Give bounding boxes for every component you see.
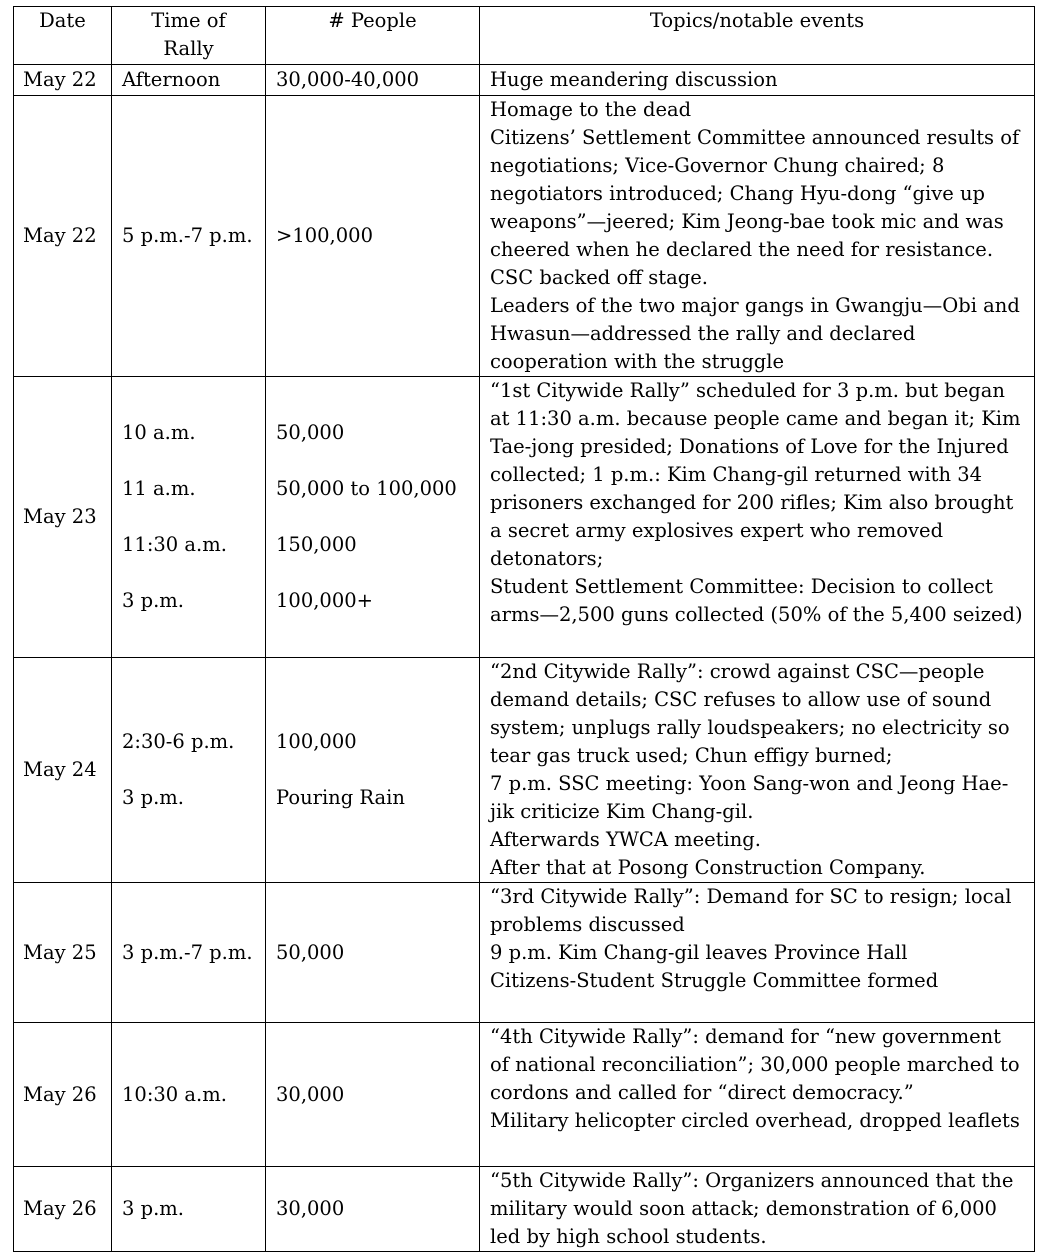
people-entry: 100,000+ [276, 589, 373, 612]
time-cell: 3 p.m. [112, 1167, 266, 1252]
event-line: Homage to the dead [490, 98, 692, 121]
header-time-line2: Rally [163, 37, 214, 60]
time-entry: 11:30 a.m. [122, 533, 227, 556]
topics-cell [480, 1023, 1035, 1167]
time-cell: Afternoon [112, 65, 266, 96]
event-line: “2nd Citywide Rally”: crowd against CSC—people demand details; CSC refuses to allow use of sound system; unplugs rally loudspeakers; no electricity so tear gas truck used; Chun effigy burned; [490, 660, 1010, 767]
header-people [266, 7, 480, 65]
date-cell: May 26 [14, 1167, 112, 1252]
time-entry: 11 a.m. [122, 477, 196, 500]
rally-table [13, 6, 1035, 1252]
event-line: Afterwards YWCA meeting. [490, 828, 761, 851]
event-line: Citizens’ Settlement Committee announced results of negotiations; Vice-Governor Chung chaired; 8 negotiators introduced; Chang Hyu-dong “give up weapons”—jeered; Kim Jeong-bae took mic and was cheered when he declared the need for resistance. CSC backed off stage. [490, 126, 1020, 289]
people-cell: >100,000 [266, 96, 480, 377]
people-cell: 30,000 [266, 1167, 480, 1252]
event-line: “3rd Citywide Rally”: Demand for SC to resign; local problems discussed [490, 885, 1012, 936]
header-time [112, 7, 266, 65]
time-cell [112, 377, 266, 658]
event-line: Leaders of the two major gangs in Gwangju—Obi and Hwasun—addressed the rally and declared cooperation with the struggle [490, 294, 1020, 373]
topics-cell: “5th Citywide Rally”: Organizers announced that the military would soon attack; demonstration of 6,000 led by high school students. [480, 1167, 1035, 1252]
table-row [14, 1023, 1035, 1167]
header-people-label: # People [328, 9, 417, 32]
time-entry: 3 p.m. [122, 589, 184, 612]
time-cell [112, 658, 266, 883]
event-line: After that at Posong Construction Company. [490, 856, 926, 879]
people-entry: 50,000 to 100,000 [276, 477, 457, 500]
event-line: 7 p.m. SSC meeting: Yoon Sang-won and Jeong Hae-jik criticize Kim Chang-gil. [490, 772, 1009, 823]
table-row [14, 1167, 1035, 1252]
people-entry: Pouring Rain [276, 786, 405, 809]
people-cell: 30,000-40,000 [266, 65, 480, 96]
people-cell [266, 658, 480, 883]
people-cell: 30,000 [266, 1023, 480, 1167]
topics-cell [480, 96, 1035, 377]
time-entry: 10 a.m. [122, 421, 196, 444]
people-cell [266, 377, 480, 658]
header-topics-label: Topics/notable events [649, 9, 865, 32]
header-date [14, 7, 112, 65]
time-cell: 10:30 a.m. [112, 1023, 266, 1167]
header-time-line1: Time of [151, 9, 226, 32]
table-row [14, 377, 1035, 658]
topics-cell: Huge meandering discussion [480, 65, 1035, 96]
header-topics [480, 7, 1035, 65]
event-line: “4th Citywide Rally”: demand for “new government of national reconciliation”; 30,000 people marched to cordons and called for “direct democracy.” [490, 1025, 1020, 1104]
date-cell: May 25 [14, 883, 112, 1023]
date-cell: May 22 [14, 96, 112, 377]
time-cell: 3 p.m.-7 p.m. [112, 883, 266, 1023]
time-entry: 2:30-6 p.m. [122, 730, 235, 753]
people-cell: 50,000 [266, 883, 480, 1023]
event-line: Military helicopter circled overhead, dropped leaflets [490, 1109, 1020, 1132]
people-entry: 100,000 [276, 730, 357, 753]
table-row [14, 658, 1035, 883]
header-date-label: Date [39, 9, 86, 32]
topics-cell [480, 883, 1035, 1023]
event-line: “1st Citywide Rally” scheduled for 3 p.m. but began at 11:30 a.m. because people came and began it; Kim Tae-jong presided; Donations of Love for the Injured collected; 1 p.m.: Kim Chang-gil returned with 34 prisoners exchanged for 200 rifles; Kim also brought a secret army explosives expert who removed detonators; [490, 379, 1021, 570]
people-entry: 150,000 [276, 533, 357, 556]
date-cell: May 23 [14, 377, 112, 658]
event-line: 9 p.m. Kim Chang-gil leaves Province Hall [490, 941, 908, 964]
date-cell: May 22 [14, 65, 112, 96]
time-cell: 5 p.m.-7 p.m. [112, 96, 266, 377]
header-row [14, 7, 1035, 65]
people-entry: 50,000 [276, 421, 345, 444]
date-cell: May 26 [14, 1023, 112, 1167]
table-row [14, 96, 1035, 377]
date-cell: May 24 [14, 658, 112, 883]
topics-cell [480, 658, 1035, 883]
table-row [14, 65, 1035, 96]
event-line: Student Settlement Committee: Decision to collect arms—2,500 guns collected (50% of the 5,400 seized) [490, 575, 1023, 626]
table-row [14, 883, 1035, 1023]
time-entry: 3 p.m. [122, 786, 184, 809]
event-line: Citizens-Student Struggle Committee formed [490, 969, 939, 992]
topics-cell [480, 377, 1035, 658]
